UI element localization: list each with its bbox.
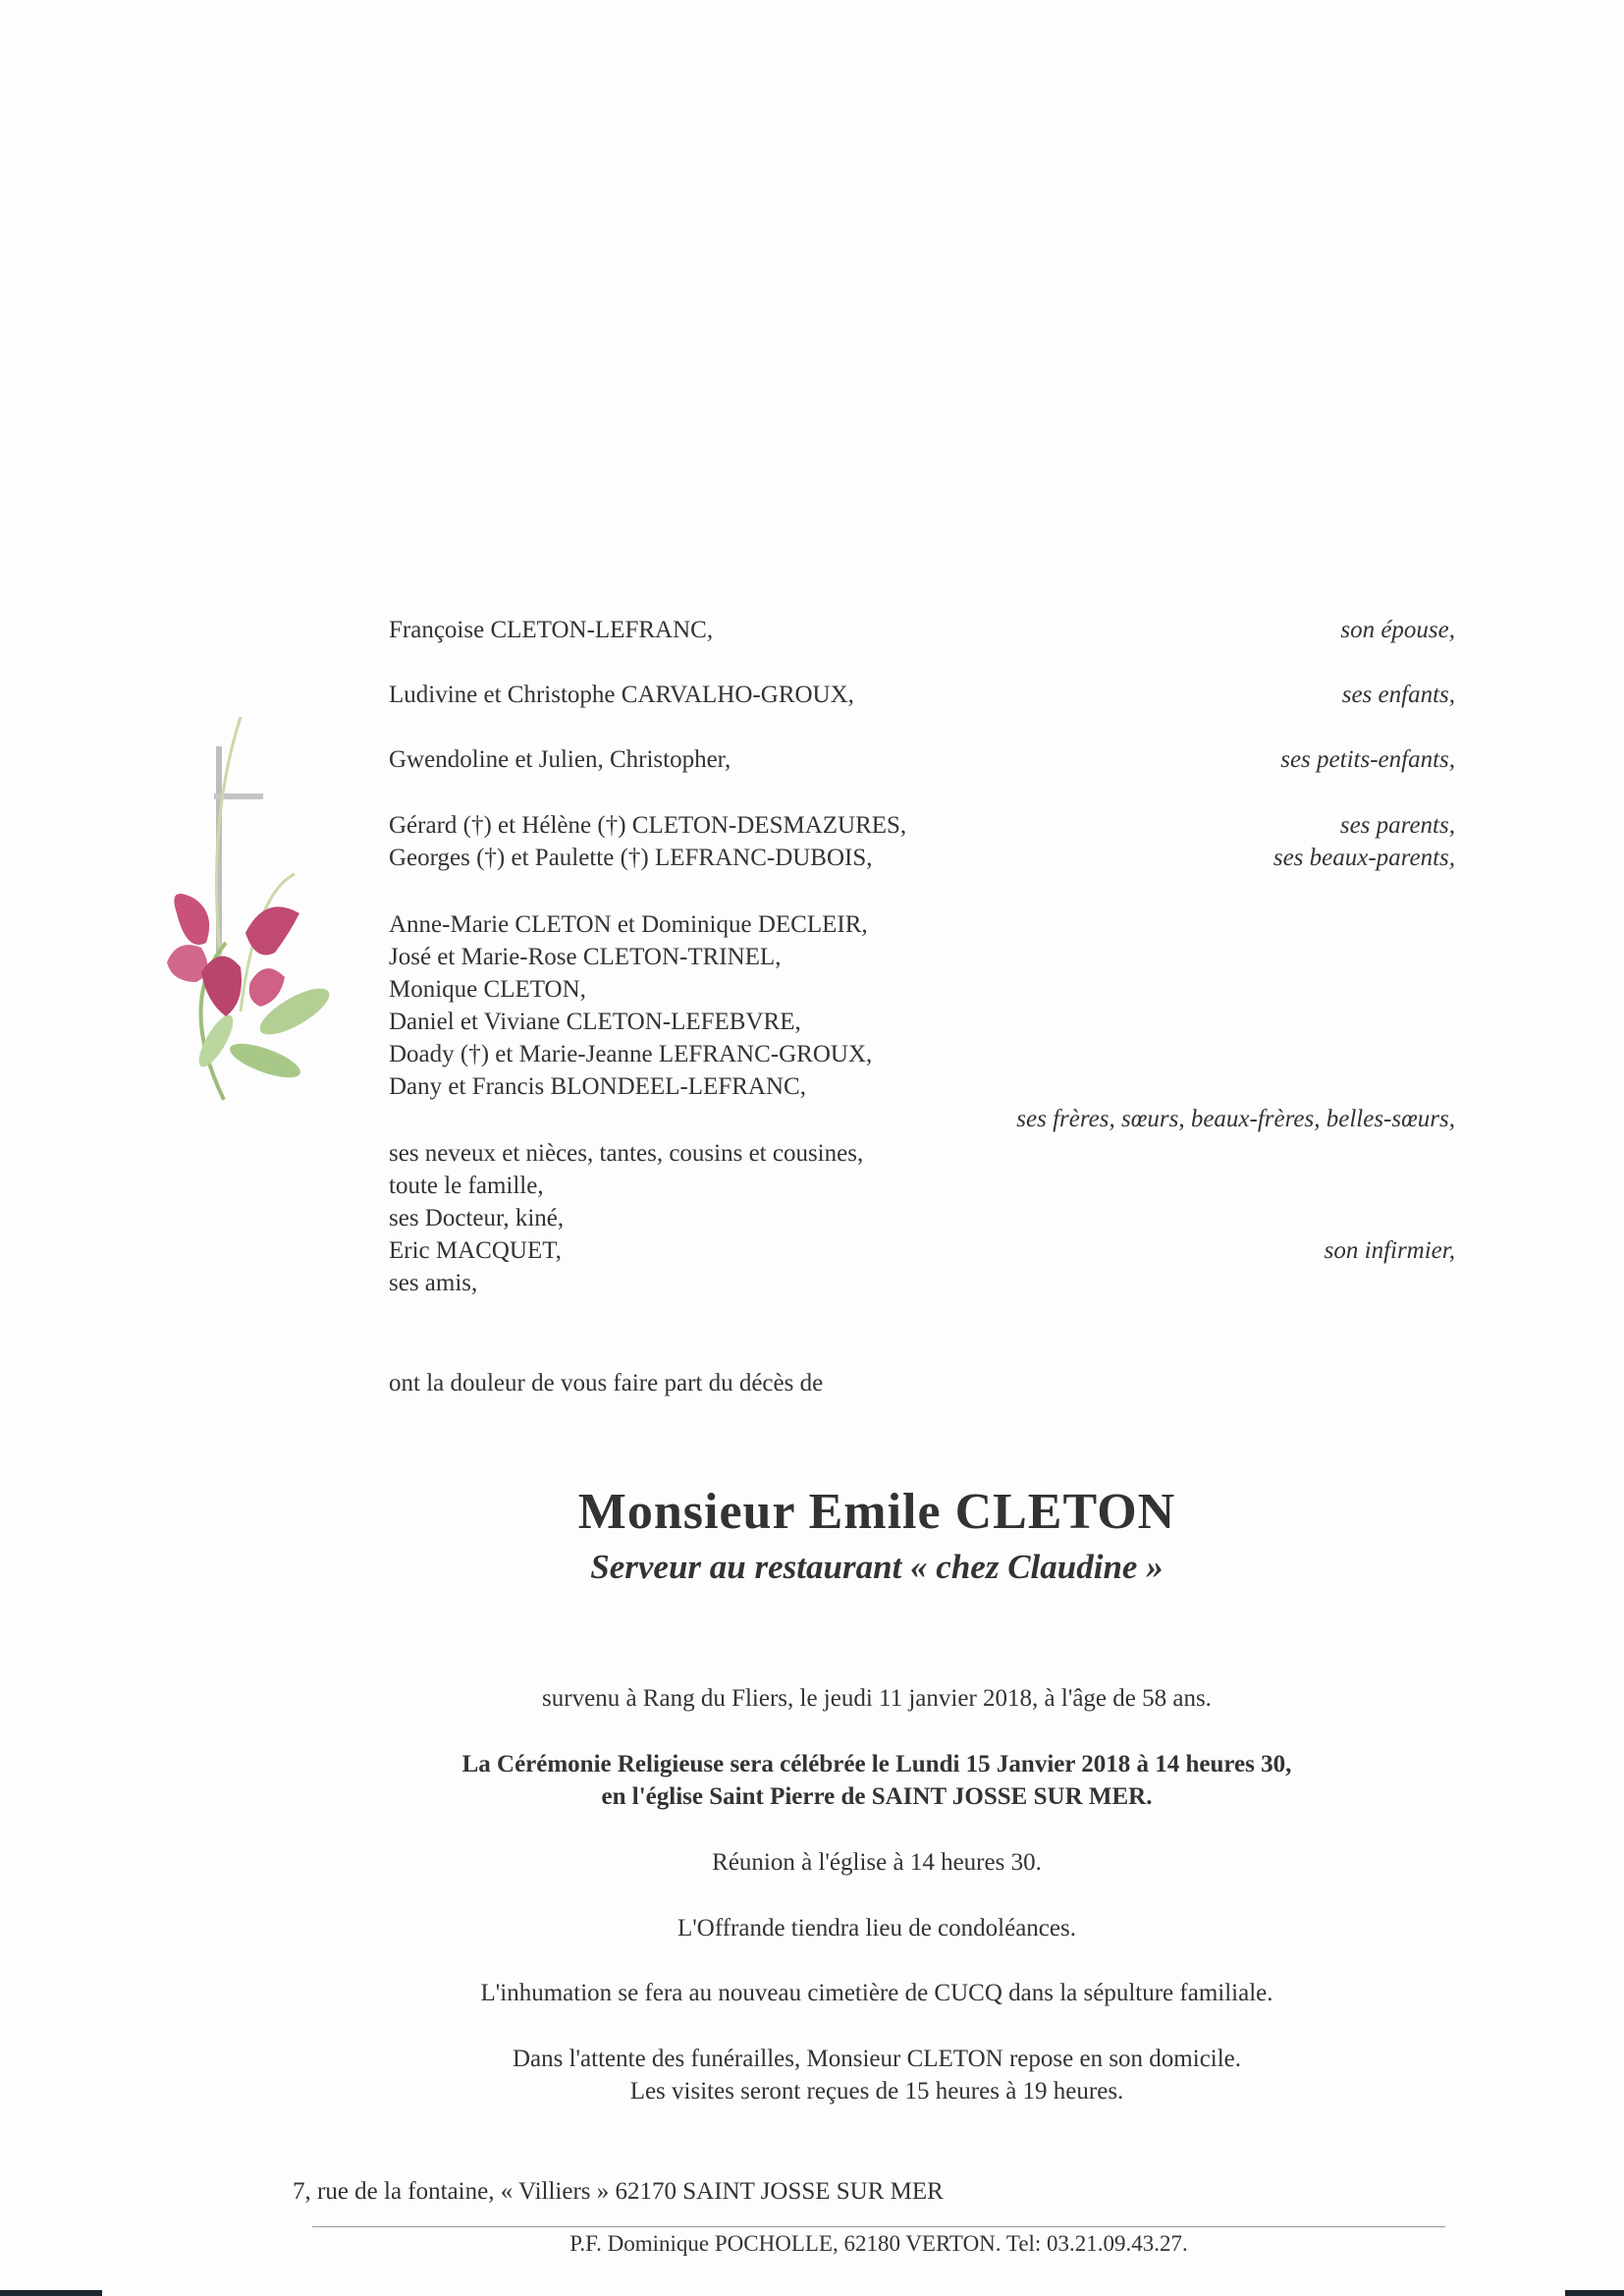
ceremony-line-1: La Cérémonie Religieuse sera célébrée le Lundi 15 Janvier 2018 à 14 heures 30,: [461, 1751, 1292, 1777]
offering-info: L'Offrande tiendra lieu de condoléances.: [677, 1915, 1076, 1941]
nurse-relation: son infirmier,: [1324, 1237, 1455, 1264]
scan-edge-mark: [1565, 2290, 1624, 2296]
deceased-profession: Serveur au restaurant « chez Claudine »: [590, 1548, 1164, 1586]
repose-line-2: Les visites seront reçues de 15 heures à 19 heures.: [629, 2078, 1124, 2105]
sibling-line: Monique CLETON,: [389, 976, 586, 1003]
grandchildren-name: Gwendoline et Julien, Christopher,: [389, 746, 731, 773]
announcement-intro: ont la douleur de vous faire part du décès de: [389, 1370, 824, 1396]
home-address: 7, rue de la fontaine, « Villiers » 62170 SAINT JOSSE SUR MER: [293, 2178, 944, 2205]
others-line: ses neveux et nièces, tantes, cousins et cousines,: [389, 1140, 864, 1167]
grandchildren-relation: ses petits-enfants,: [1280, 746, 1455, 773]
parents-name: Gérard (†) et Hélène (†) CLETON-DESMAZURES,: [389, 812, 907, 839]
others-line: ses Docteur, kiné,: [389, 1205, 565, 1231]
gathering-info: Réunion à l'église à 14 heures 30.: [712, 1849, 1042, 1876]
spouse-name: Françoise CLETON-LEFRANC,: [389, 617, 714, 643]
family-parents: [389, 809, 1455, 874]
parents-relation: ses parents,: [1339, 812, 1455, 839]
family-children: [389, 679, 1455, 711]
siblings-relation: ses frères, sœurs, beaux-frères, belles-sœurs,: [1016, 1106, 1455, 1132]
nurse-name: Eric MACQUET,: [389, 1237, 562, 1264]
repose-line-1: Dans l'attente des funérailles, Monsieur CLETON repose en son domicile.: [512, 2046, 1242, 2072]
family-others: [389, 1137, 1455, 1299]
sibling-line: Daniel et Viviane CLETON-LEFEBVRE,: [389, 1009, 801, 1035]
sibling-line: José et Marie-Rose CLETON-TRINEL,: [389, 944, 782, 970]
children-name: Ludivine et Christophe CARVALHO-GROUX,: [389, 682, 854, 708]
death-details: survenu à Rang du Fliers, le jeudi 11 janvier 2018, à l'âge de 58 ans.: [542, 1685, 1212, 1712]
family-grandchildren: [389, 743, 1455, 776]
family-spouse: [389, 614, 1455, 646]
children-relation: ses enfants,: [1341, 682, 1455, 708]
calla-lily-flowers: [167, 894, 299, 1016]
deceased-name: Monsieur Emile CLETON: [577, 1484, 1176, 1540]
flower-cross-illustration: [147, 687, 383, 1159]
parents-in-law-name: Georges (†) et Paulette (†) LEFRANC-DUBOIS,: [389, 845, 873, 871]
parents-in-law-relation: ses beaux-parents,: [1272, 845, 1455, 871]
family-siblings: [389, 908, 1455, 1135]
sibling-line: Anne-Marie CLETON et Dominique DECLEIR,: [389, 911, 868, 938]
friends-line: ses amis,: [389, 1270, 478, 1296]
burial-info: L'inhumation se fera au nouveau cimetière de CUCQ dans la sépulture familiale.: [480, 1980, 1273, 2006]
funeral-home-footer: P.F. Dominique POCHOLLE, 62180 VERTON. Tel: 03.21.09.43.27.: [569, 2231, 1188, 2256]
sibling-line: Doady (†) et Marie-Jeanne LEFRANC-GROUX,: [389, 1041, 873, 1067]
footer-divider: [312, 2226, 1445, 2227]
ceremony-line-2: en l'église Saint Pierre de SAINT JOSSE SUR MER.: [601, 1783, 1153, 1810]
sibling-line: Dany et Francis BLONDEEL-LEFRANC,: [389, 1073, 806, 1100]
scan-edge-mark: [0, 2290, 102, 2296]
others-line: toute le famille,: [389, 1173, 544, 1199]
spouse-relation: son épouse,: [1340, 617, 1455, 643]
